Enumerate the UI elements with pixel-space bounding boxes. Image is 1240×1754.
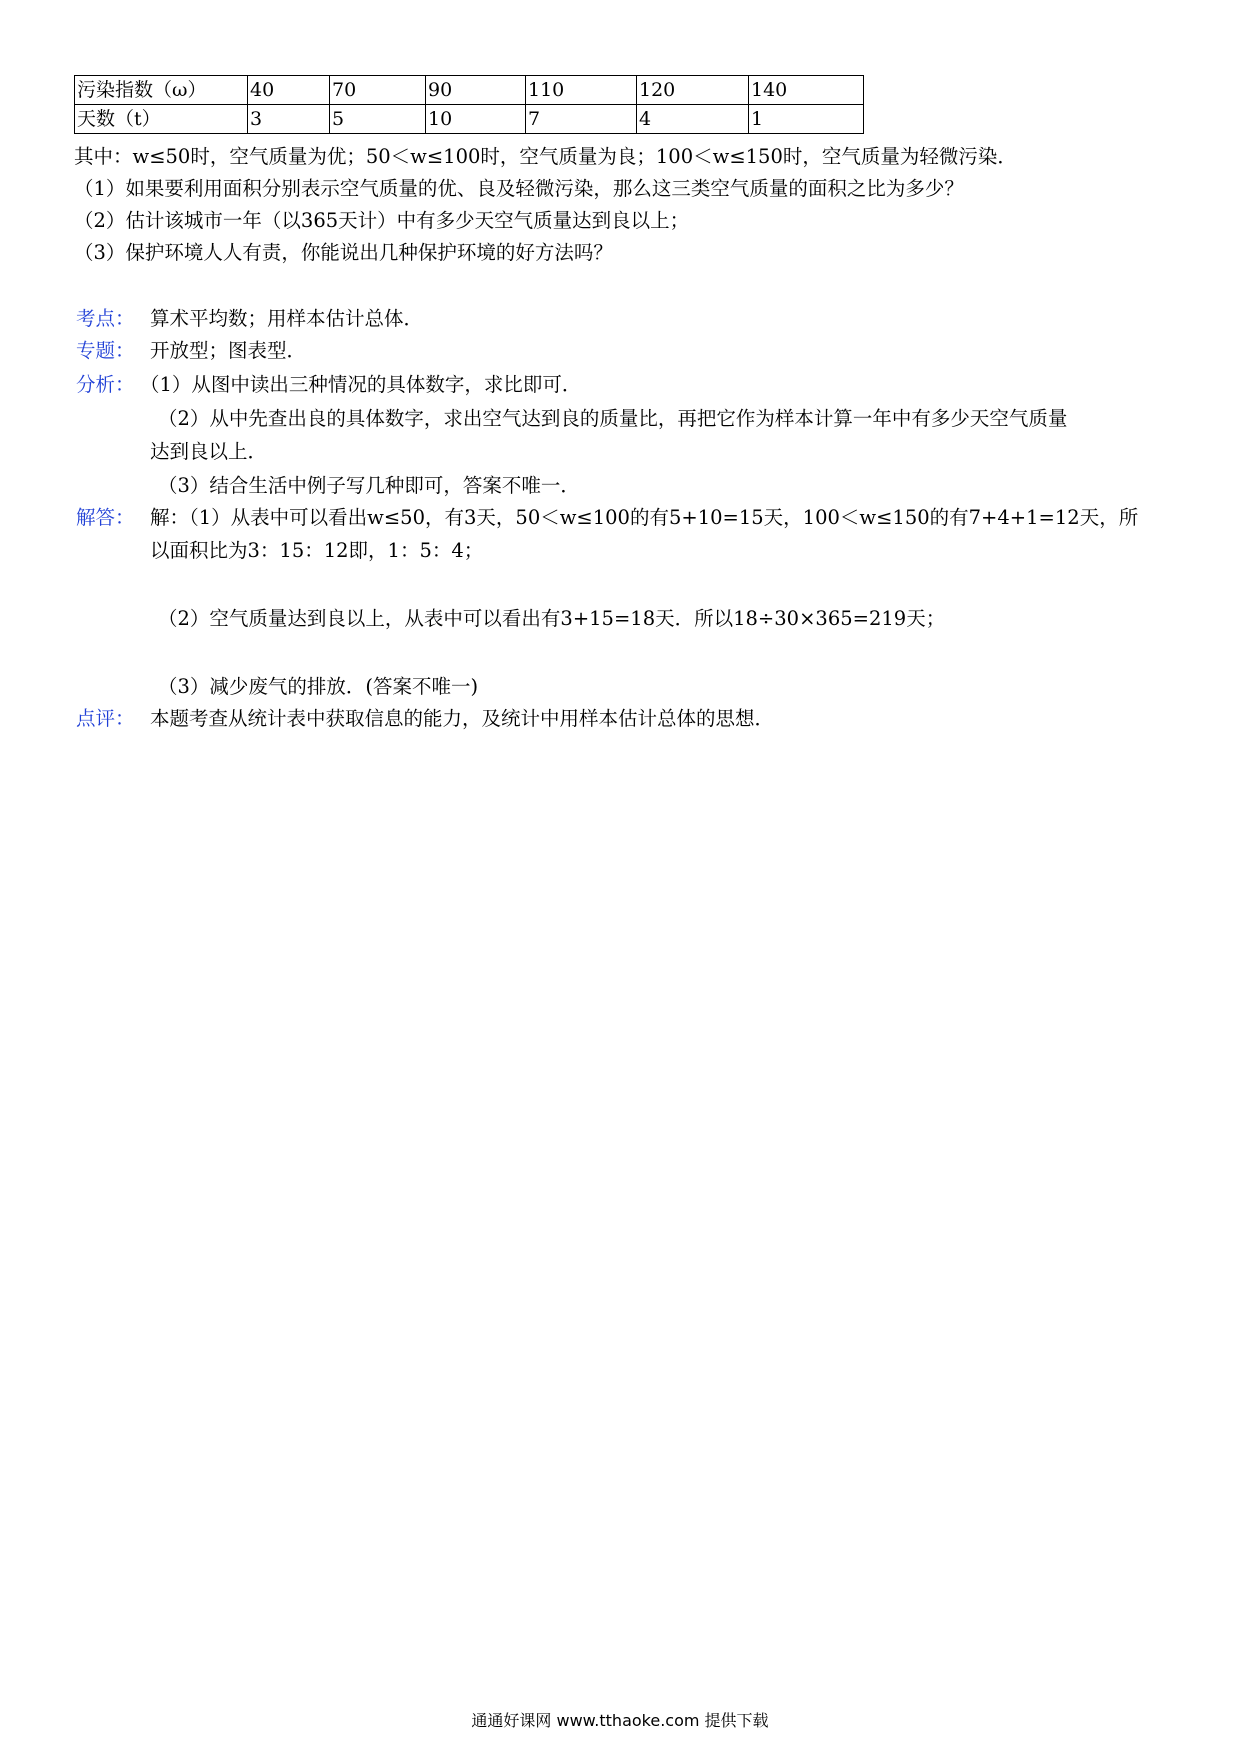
table-row	[75, 76, 864, 105]
table-cell: 5	[330, 105, 426, 134]
table-cell: 3	[248, 105, 330, 134]
zhuanti-text: 开放型；图表型．	[150, 339, 307, 362]
table-cell: 40	[248, 76, 330, 105]
question-1: （1）如果要利用面积分别表示空气质量的优、良及轻微污染，那么这三类空气质量的面积之比为多少？	[74, 177, 964, 200]
problem-condition: 其中：w≤50时，空气质量为优；50＜w≤100时，空气质量为良；100＜w≤150时，空气质量为轻微污染．	[74, 145, 1017, 168]
fenxi-line-1: （1）从图中读出三种情况的具体数字，求比即可．	[140, 373, 582, 396]
table-cell: 4	[637, 105, 749, 134]
table-cell: 70	[330, 76, 426, 105]
fenxi-line-2b: 达到良以上．	[150, 440, 268, 463]
jieda-line-1a: 解：（1）从表中可以看出w≤50，有3天，50＜w≤100的有5+10=15天，100＜w≤150的有7+4+1=12天，所	[150, 506, 1139, 529]
question-2: （2）估计该城市一年（以365天计）中有多少天空气质量达到良以上；	[74, 209, 690, 232]
table-cell: 140	[749, 76, 864, 105]
table-cell: 7	[526, 105, 637, 134]
zhuanti-label: 专题：	[76, 339, 135, 362]
jieda-line-3: （3）减少废气的排放．(答案不唯一)	[158, 675, 479, 698]
table-cell: 110	[526, 76, 637, 105]
jieda-label: 解答：	[76, 506, 135, 529]
fenxi-line-3: （3）结合生活中例子写几种即可，答案不唯一．	[158, 474, 580, 497]
table-cell: 1	[749, 105, 864, 134]
table-row	[75, 105, 864, 134]
table-cell: 10	[426, 105, 526, 134]
dianping-text: 本题考查从统计表中获取信息的能力，及统计中用样本估计总体的思想．	[150, 707, 775, 730]
table-cell: 90	[426, 76, 526, 105]
table-cell: 120	[637, 76, 749, 105]
fenxi-line-2a: （2）从中先查出良的具体数字，求出空气达到良的质量比，再把它作为样本计算一年中有多少天空气质量	[158, 407, 1068, 430]
question-3: （3）保护环境人人有责，你能说出几种保护环境的好方法吗？	[74, 241, 613, 264]
page-footer: 通通好课网 www.tthaoke.com 提供下载	[471, 1711, 769, 1730]
jieda-line-2: （2）空气质量达到良以上，从表中可以看出有3+15=18天．所以18÷30×365=219天；	[158, 607, 946, 630]
kaodian-label: 考点：	[76, 307, 135, 330]
jieda-line-1b: 以面积比为3：15：12即，1：5：4；	[150, 539, 484, 562]
table-cell: 污染指数（ω）	[75, 76, 248, 105]
pollution-table	[74, 75, 864, 134]
table-cell: 天数（t）	[75, 105, 248, 134]
kaodian-text: 算术平均数；用样本估计总体．	[150, 307, 424, 330]
dianping-label: 点评：	[76, 707, 135, 730]
fenxi-label: 分析：	[76, 373, 135, 396]
